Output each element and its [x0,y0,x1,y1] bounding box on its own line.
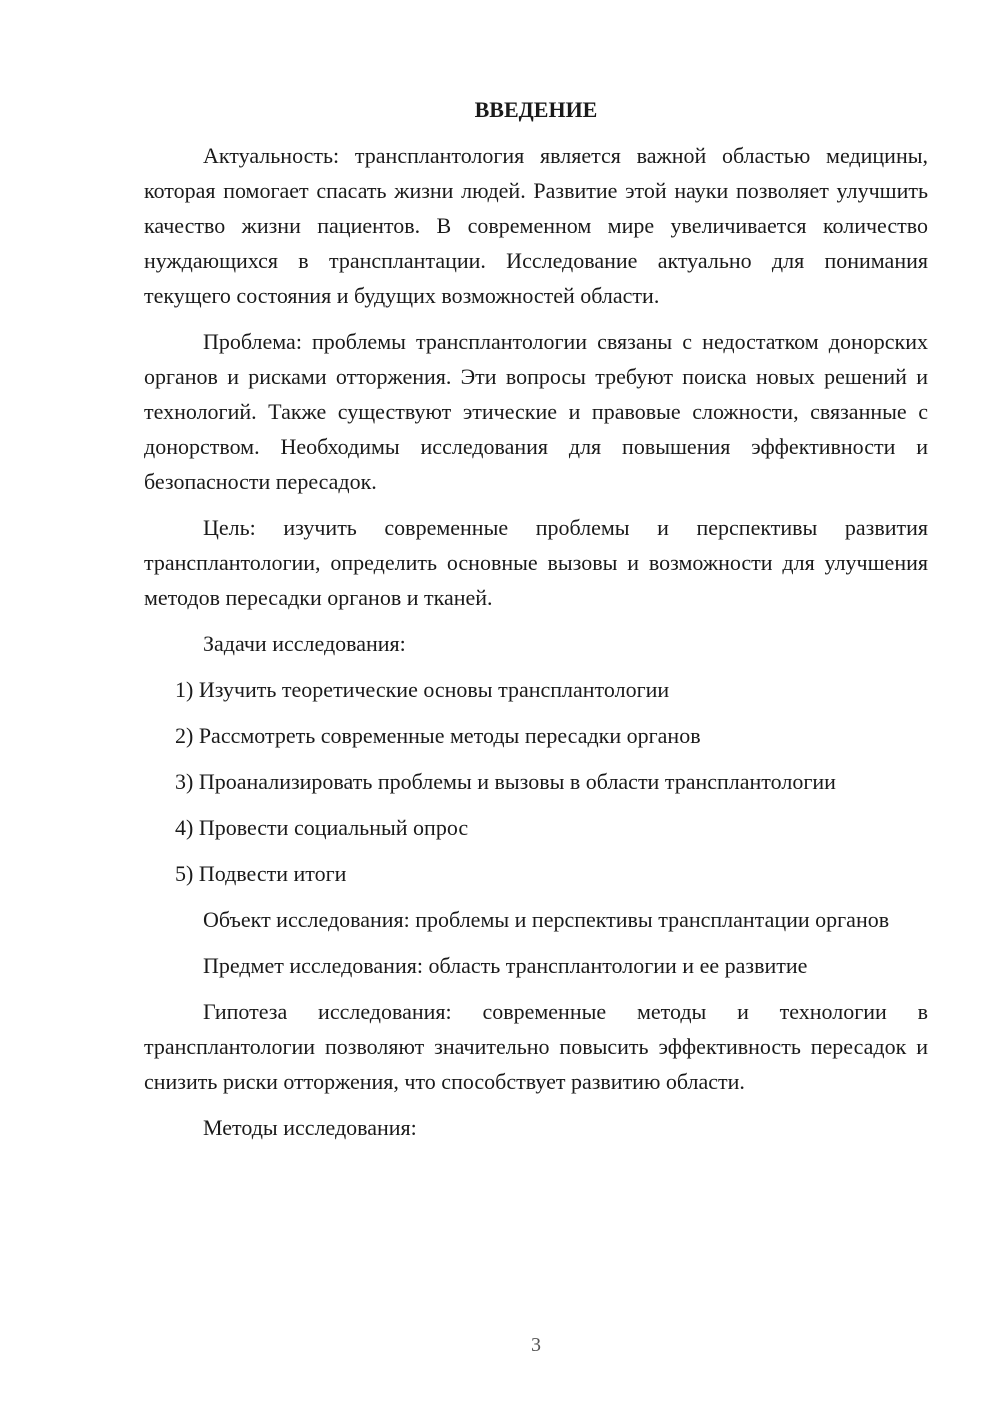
paragraph-object: Объект исследования: проблемы и перспективы трансплантации органов [203,907,890,932]
paragraph-hypothesis: Гипотеза исследования: современные методы и технологии в трансплантологии позволяют значительно повысить эффективность пересадок и снизить риски отторжения, что способствует развитию области. [144,999,928,1094]
paragraph-tasks-heading: Задачи исследования: [203,631,406,656]
paragraph-methods: Методы исследования: [203,1115,417,1140]
task-item: 1) Изучить теоретические основы трансплантологии [175,677,670,702]
paragraph-subject: Предмет исследования: область трансплантологии и ее развитие [203,953,808,978]
page-number: 3 [531,1334,541,1356]
page-content [144,92,928,1156]
page-title: ВВЕДЕНИЕ [474,97,598,122]
paragraph-relevance: Актуальность: трансплантология является важной областью медицины, которая помогает спасать жизни людей. Развитие этой науки позволяет улучшить качество жизни пациентов. В современном мире увеличивается количество нуждающихся в трансплантации. Исследование актуально для понимания текущего состояния и будущих возможностей области. [144,143,928,308]
task-item: 3) Проанализировать проблемы и вызовы в области трансплантологии [175,769,836,794]
task-item: 2) Рассмотреть современные методы пересадки органов [175,723,701,748]
task-item: 4) Провести социальный опрос [175,815,469,840]
paragraph-problem: Проблема: проблемы трансплантологии связаны с недостатком донорских органов и рисками отторжения. Эти вопросы требуют поиска новых решений и технологий. Также существуют этические и правовые сложности, связанные с донорством. Необходимы исследования для повышения эффективности и безопасности пересадок. [144,329,928,494]
paragraph-goal: Цель: изучить современные проблемы и перспективы развития трансплантологии, определить основные вызовы и возможности для улучшения методов пересадки органов и тканей. [144,515,928,610]
task-item: 5) Подвести итоги [175,861,347,886]
